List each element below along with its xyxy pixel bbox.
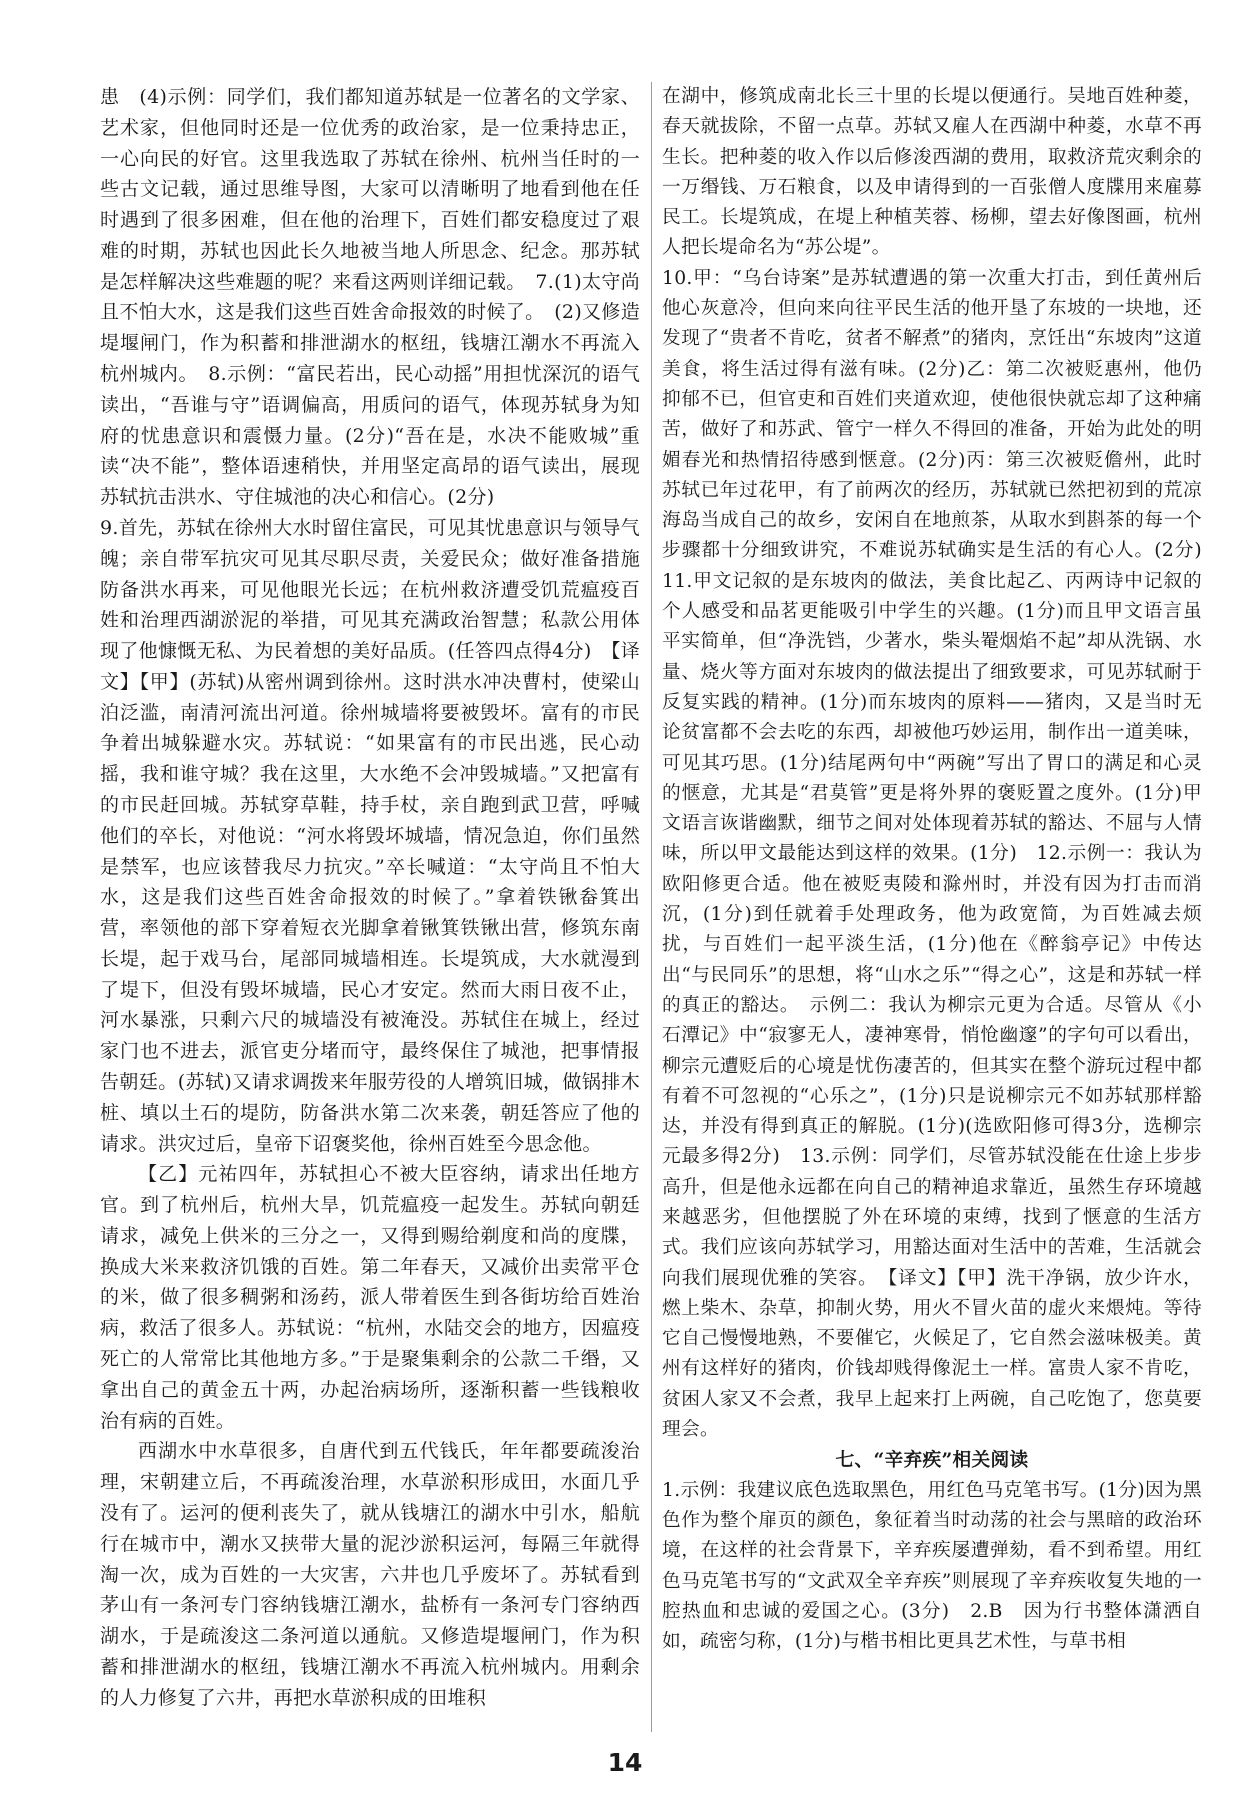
page-number: 14 — [607, 1748, 643, 1777]
right-column — [662, 82, 1221, 1657]
answer-paragraph-1: 患 (4)示例：同学们，我们都知道苏轼是一位著名的文学家、艺术家，但他同时还是一位优秀的政治家，是一位秉持忠正，一心向民的好官。这里我选取了苏轼在徐州、杭州当任时的一些古文记载，通过思维导图，大家可以清晰明了地看到他在任时遇到了很多困难，但在他的治理下，百姓们都安稳度过了艰难的时期，苏轼也因此长久地被当地人所思念、纪念。那苏轼是怎样解决这些难题的呢？来看这两则详细记载。 7.(1)太守尚且不怕大水，这是我们这些百姓舍命报效的时候了。 (2)又修造堤堰闸门，作为积蓄和排泄湖水的枢纽，钱塘江潮水不再流入杭州城内。 8.示例：“富民若出，民心动摇”用担忧深沉的语气读出，“吾谁与守”语调偏高，用质问的语气，体现苏轼身为知府的忧患意识和震慑力量。(2分)“吾在是，水决不能败城”重读“决不能”，整体语速稍快，并用坚定高昂的语气读出，展现苏轼抗击洪水、守住城池的决心和信心。(2分) — [100, 86, 640, 509]
xin-qiji-answers: 1.示例：我建议底色选取黑色，用红色马克笔书写。(1分)因为黑色作为整个扉页的颜色，象征着当时动荡的社会与黑暗的政治环境，在这样的社会背景下，辛弃疾屡遭弹劾，看不到希望。用红色马克笔书写的“文武双全辛弃疾”则展现了辛弃疾收复失地的一腔热血和忠诚的爱国之心。(3分) 2.B 因为行书整体潇洒自如，疏密匀称，(1分)与楷书相比更具艺术性，与草书相 — [662, 1479, 1202, 1653]
translation-yi-paragraph: 【乙】元祐四年，苏轼担心不被大臣容纳，请求出任地方官。到了杭州后，杭州大旱，饥荒瘟疫一起发生。苏轼向朝廷请求，减免上供米的三分之一，又得到赐给剃度和尚的度牒，换成大米来救济饥饿的百姓。第二年春天，又减价出卖常平仓的米，做了很多稠粥和汤药，派人带着医生到各街坊给百姓治病，救活了很多人。苏轼说：“杭州，水陆交会的地方，因瘟疫死亡的人常常比其他地方多。”于是聚集剩余的公款二千缗，又拿出自己的黄金五十两，办起治病场所，逐渐积蓄一些钱粮收治有病的百姓。 — [100, 1163, 640, 1432]
answer-paragraph-2: 9.首先，苏轼在徐州大水时留住富民，可见其忧患意识与领导气魄；亲自带军抗灾可见其尽职尽责，关爱民众；做好准备措施防备洪水再来，可见他眼光长远；在杭州救济遭受饥荒瘟疫百姓和治理西湖淤泥的举措，可见其充满政治智慧；私款公用体现了他慷慨无私、为民着想的美好品质。(任答四点得4分) 【译文】【甲】(苏轼)从密州调到徐州。这时洪水冲决曹村，使梁山泊泛滥，南清河流出河道。徐州城墙将要被毁坏。富有的市民争着出城躲避水灾。苏轼说：“如果富有的市民出逃，民心动摇，我和谁守城？我在这里，大水绝不会冲毁城墙。”又把富有的市民赶回城。苏轼穿草鞋，持手杖，亲自跑到武卫营，呼喊他们的卒长，对他说：“河水将毁坏城墙，情况急迫，你们虽然是禁军，也应该替我尽力抗灾。”卒长喊道：“太守尚且不怕大水，这是我们这些百姓舍命报效的时候了。”拿着铁锹畚箕出营，率领他的部下穿着短衣光脚拿着锹箕铁锹出营，修筑东南长堤，起于戏马台，尾部同城墙相连。长堤筑成，大水就漫到了堤下，但没有毁坏城墙，民心才安定。然而大雨日夜不止，河水暴涨，只剩六尺的城墙没有被淹没。苏轼住在城上，经过家门也不进去，派官吏分堵而守，最终保住了城池，把事情报告朝廷。(苏轼)又请求调拨来年服劳役的人增筑旧城，做锅排木桩、填以土石的堤防，防备洪水第二次来袭，朝廷答应了他的请求。洪灾过后，皇帝下诏褒奖他，徐州百姓至今思念他。 — [100, 516, 640, 1155]
section-title-xin-qiji: 七、“辛弃疾”相关阅读 — [835, 1449, 1029, 1472]
answer-paragraph-10-13: 10.甲：“乌台诗案”是苏轼遭遇的第一次重大打击，到任黄州后他心灰意冷，但向来向往平民生活的他开垦了东坡的一块地，还发现了“贵者不肯吃，贫者不解煮”的猪肉，烹饪出“东坡肉”这道美食，将生活过得有滋有味。(2分)乙：第二次被贬惠州，他仍抑郁不已，但官吏和百姓们夹道欢迎，使他很快就忘却了这种痛苦，做好了和苏武、管宁一样久不得回的准备，开始为此处的明媚春光和热情招待感到惬意。(2分)丙：第三次被贬儋州，此时苏轼已年过花甲，有了前两次的经历，苏轼就已然把初到的荒凉海岛当成自己的故乡，安闲自在地煎茶，从取水到斟茶的每一个步骤都十分细致讲究，不难说苏轼确实是生活的有心人。(2分) 11.甲文记叙的是东坡肉的做法，美食比起乙、丙两诗中记叙的个人感受和品茗更能吸引中学生的兴趣。(1分)而且甲文语言虽平实简单，但“净洗铛，少著水，柴头罨烟焰不起”却从洗锅、水量、烧火等方面对东坡肉的做法提出了细致要求，可见苏轼耐于反复实践的精神。(1分)而东坡肉的原料——猪肉，又是当时无论贫富都不会去吃的东西，却被他巧妙运用，制作出一道美味，可见其巧思。(1分)结尾两句中“两碗”写出了胃口的满足和心灵的惬意，尤其是“君莫管”更是将外界的褒贬置之度外。(1分)甲文语言诙谐幽默，细节之间对处体现着苏轼的豁达、不屈与人情味，所以甲文最能达到这样的效果。(1分) 12.示例一：我认为欧阳修更合适。他在被贬夷陵和滁州时，并没有因为打击而消沉，(1分)到任就着手处理政务，他为政宽简，为百姓减去烦扰，与百姓们一起平淡生活，(1分)他在《醉翁亭记》中传达出“与民同乐”的思想，将“山水之乐”“得之心”，这是和苏轼一样的真正的豁达。 示例二：我认为柳宗元更为合适。尽管从《小石潭记》中“寂寥无人，凄神寒骨，悄怆幽邃”的字句可以看出，柳宗元遭贬后的心境是忧伤凄苦的，但其实在整个游玩过程中都有着不可忽视的“心乐之”，(1分)只是说柳宗元不如苏轼那样豁达，并没有得到真正的解脱。(1分)(选欧阳修可得3分，选柳宗元最多得2分) 13.示例：同学们，尽管苏轼没能在仕途上步步高升，但是他永远都在向自己的精神追求靠近，虽然生存环境越来越恶劣，但他摆脱了外在环境的束缚，找到了惬意的生活方式。我们应该向苏轼学习，用豁达面对生活中的苦难，生活就会向我们展现优雅的笑容。 【译文】【甲】洗干净锅，放少许水，燃上柴木、杂草，抑制火势，用火不冒火苗的虚火来煨炖。等待它自己慢慢地熟，不要催它，火候足了，它自然会滋味极美。黄州有这样好的猪肉，价钱却贱得像泥土一样。富贵人家不肯吃，贫困人家又不会煮，我早上起来打上两碗，自己吃饱了，您莫要理会。 — [662, 267, 1221, 1441]
translation-continued-paragraph: 在湖中，修筑成南北长三十里的长堤以便通行。吴地百姓种菱，春天就拔除，不留一点草。苏轼又雇人在西湖中种菱，水草不再生长。把种菱的收入作以后修浚西湖的费用，取救济荒灾剩余的一万缗钱、万石粮食，以及申请得到的一百张僧人度牒用来雇募民工。长堤筑成，在堤上种植芙蓉、杨柳，望去好像图画，杭州人把长堤命名为“苏公堤”。 — [662, 86, 1202, 259]
column-divider — [651, 82, 652, 1732]
left-column — [100, 82, 640, 1713]
translation-west-lake-paragraph: 西湖水中水草很多，自唐代到五代钱氏，年年都要疏浚治理，宋朝建立后，不再疏浚治理，水草淤积形成田，水面几乎没有了。运河的便利丧失了，就从钱塘江的湖水中引水，船航行在城市中，潮水又挟带大量的泥沙淤积运河，每隔三年就得淘一次，成为百姓的一大灾害，六井也几乎废坏了。苏轼看到茅山有一条河专门容纳钱塘江潮水，盐桥有一条河专门容纳西湖水，于是疏浚这二条河道以通航。又修造堤堰闸门，作为积蓄和排泄湖水的枢纽，钱塘江潮水不再流入杭州城内。用剩余的人力修复了六井，再把水草淤积成的田堆积 — [100, 1440, 640, 1709]
